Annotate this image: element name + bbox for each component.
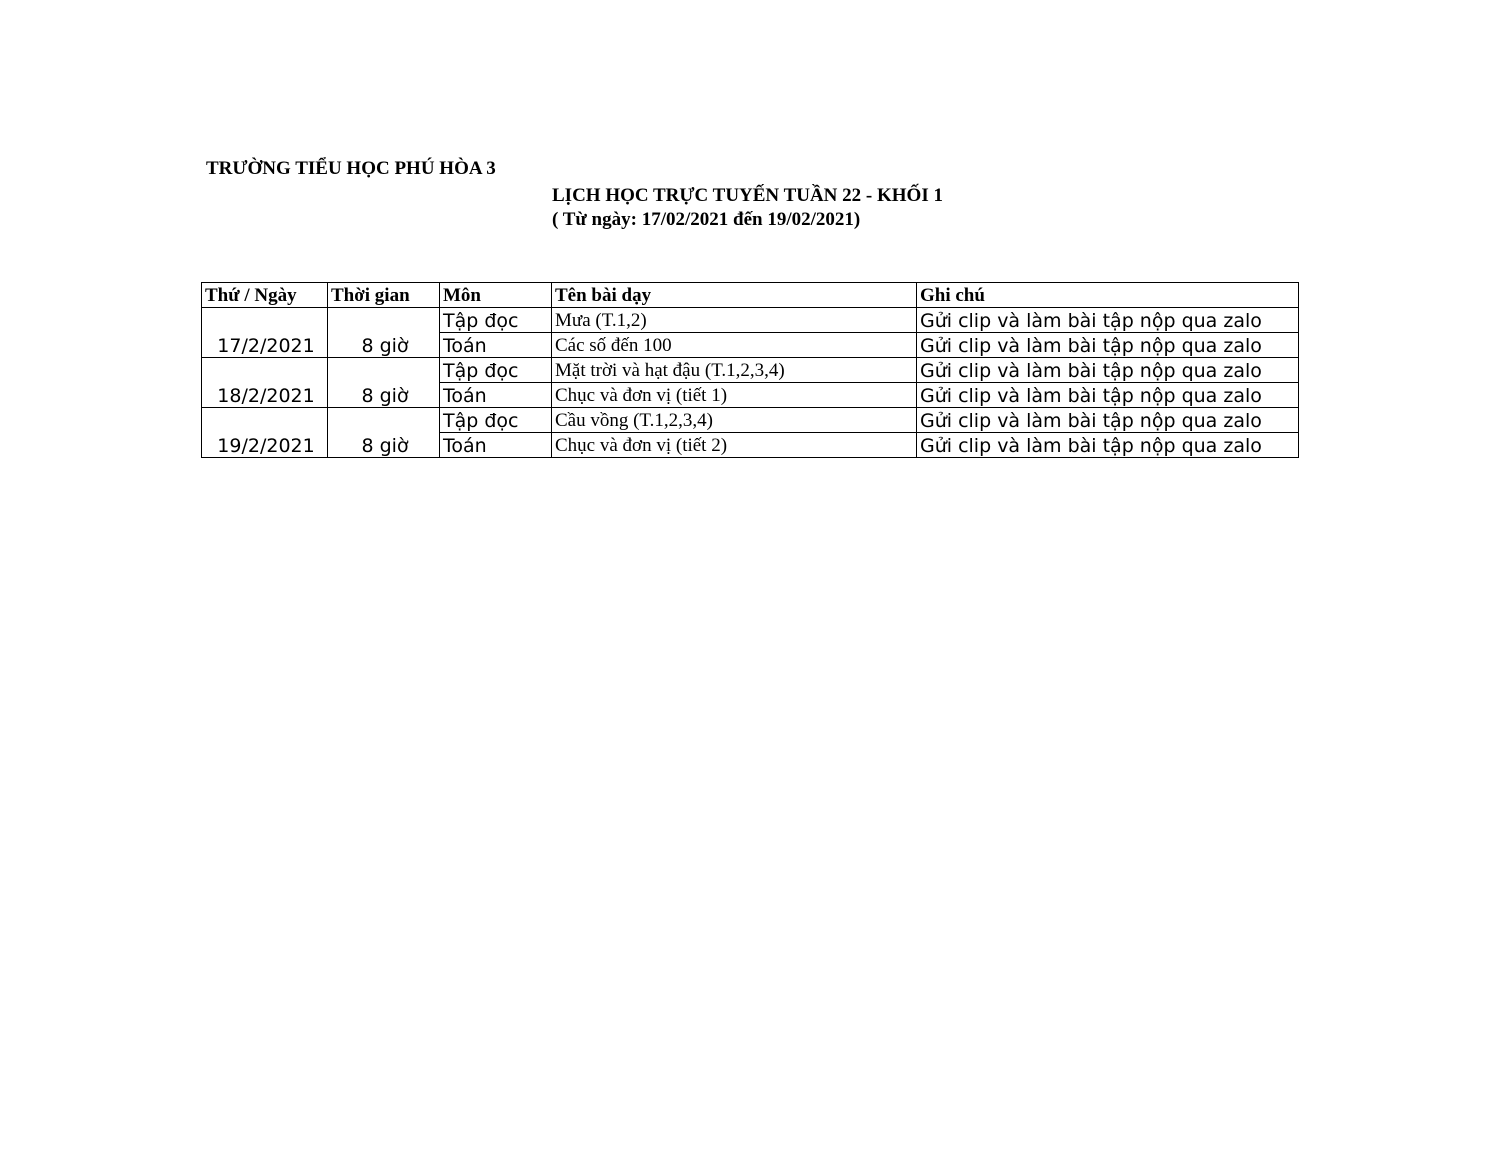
header-subject: Môn: [440, 283, 552, 308]
note-cell: Gửi clip và làm bài tập nộp qua zalo: [917, 408, 1299, 433]
lesson-cell: Các số đến 100: [552, 333, 917, 358]
date-cell: 19/2/2021: [202, 408, 328, 458]
lesson-cell: Chục và đơn vị (tiết 1): [552, 383, 917, 408]
date-cell: 17/2/2021: [202, 308, 328, 358]
header-note: Ghi chú: [917, 283, 1299, 308]
note-cell: Gửi clip và làm bài tập nộp qua zalo: [917, 333, 1299, 358]
table-row: [202, 358, 1299, 383]
subject-cell: Tập đọc: [440, 358, 552, 383]
schedule-table: [201, 282, 1299, 458]
lesson-cell: Chục và đơn vị (tiết 2): [552, 433, 917, 458]
subject-cell: Toán: [440, 383, 552, 408]
subject-cell: Tập đọc: [440, 308, 552, 333]
table-row: [202, 408, 1299, 433]
table-header-row: [202, 283, 1299, 308]
lesson-cell: Cầu vồng (T.1,2,3,4): [552, 408, 917, 433]
lesson-cell: Mưa (T.1,2): [552, 308, 917, 333]
time-cell: 8 giờ: [328, 308, 440, 358]
schedule-title: LỊCH HỌC TRỰC TUYẾN TUẦN 22 - KHỐI 1: [552, 185, 943, 206]
time-cell: 8 giờ: [328, 408, 440, 458]
subject-cell: Toán: [440, 433, 552, 458]
school-name: TRƯỜNG TIỂU HỌC PHÚ HÒA 3: [206, 158, 496, 179]
note-cell: Gửi clip và làm bài tập nộp qua zalo: [917, 358, 1299, 383]
date-cell: 18/2/2021: [202, 358, 328, 408]
header-day-date: Thứ / Ngày: [202, 283, 328, 308]
header-time: Thời gian: [328, 283, 440, 308]
note-cell: Gửi clip và làm bài tập nộp qua zalo: [917, 308, 1299, 333]
note-cell: Gửi clip và làm bài tập nộp qua zalo: [917, 433, 1299, 458]
header-lesson-name: Tên bài dạy: [552, 283, 917, 308]
lesson-cell: Mặt trời và hạt đậu (T.1,2,3,4): [552, 358, 917, 383]
subject-cell: Toán: [440, 333, 552, 358]
table-row: [202, 308, 1299, 333]
subject-cell: Tập đọc: [440, 408, 552, 433]
schedule-date-range: ( Từ ngày: 17/02/2021 đến 19/02/2021): [552, 209, 861, 230]
time-cell: 8 giờ: [328, 358, 440, 408]
note-cell: Gửi clip và làm bài tập nộp qua zalo: [917, 383, 1299, 408]
